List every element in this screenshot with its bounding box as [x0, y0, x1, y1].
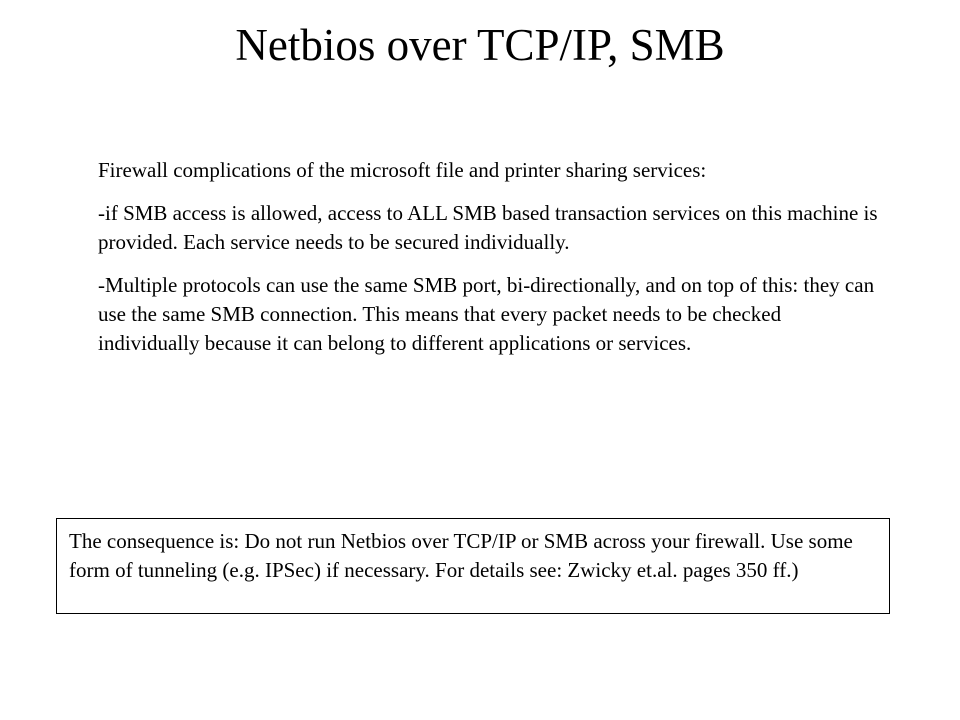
point-smb-access: -if SMB access is allowed, access to ALL SMB based transaction services on this machine is provided. Each service needs to be secured individually. — [98, 201, 878, 254]
point-multiple-protocols: -Multiple protocols can use the same SMB port, bi-directionally, and on top of this: they can use the same SMB connection. This means that every packet needs to be checked individually because it can belong to different applications or services. — [98, 273, 875, 355]
intro-paragraph: Firewall complications of the microsoft file and printer sharing services: — [98, 158, 707, 182]
slide-title: Netbios over TCP/IP, SMB — [235, 20, 725, 70]
body-text — [98, 156, 878, 372]
consequence-text: The consequence is: Do not run Netbios over TCP/IP or SMB across your firewall. Use some form of tunneling (e.g. IPSec) if necessary. For details see: Zwicky et.al. pages 350 ff.) — [69, 529, 853, 582]
consequence-box — [56, 518, 890, 614]
